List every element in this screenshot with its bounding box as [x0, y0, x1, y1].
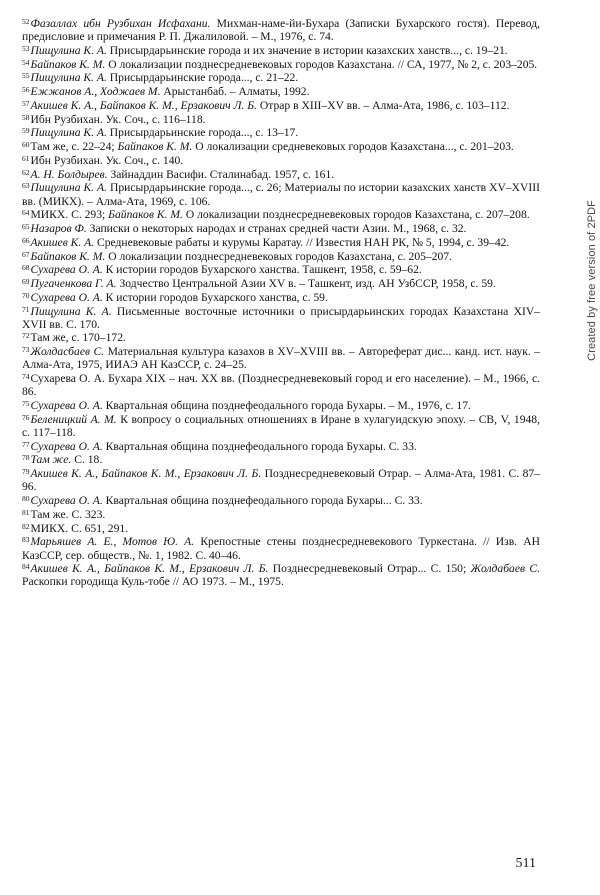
endnote-number: 71	[22, 304, 30, 314]
endnote-number: 84	[22, 562, 30, 572]
endnote-number: 80	[22, 494, 30, 504]
endnote-67	[22, 250, 540, 263]
endnote-text: Михман-наме-йи-Бухара (Записки Бухарского гостя). Перевод, предисловие и примечания Р. П. Джалиловой. – М., 1976, с. 74.	[22, 17, 540, 44]
endnote-author: Акишев К. А., Байпаков К. М., Ерзакович Л. Б.	[30, 467, 262, 481]
endnote-number: 55	[22, 71, 30, 81]
endnote-author: Сухарева О. А.	[30, 439, 103, 453]
endnote-text: Письменные восточные источники о присырдарьинских городах Казахстана XIV–XVII вв. С. 170.	[22, 304, 540, 331]
endnote-text: Ибн Рузбихан. Ук. Соч., с. 116–118.	[30, 112, 206, 126]
endnote-68	[22, 263, 540, 276]
endnote-author: Жолдабаев С.	[470, 562, 540, 576]
endnote-72	[22, 331, 540, 344]
endnote-61	[22, 154, 540, 167]
endnote-text: Позднесредневековый Отрар. – Алма-Ата, 1981. С. 87–96.	[22, 467, 540, 494]
endnote-52	[22, 17, 540, 43]
endnote-number: 52	[22, 17, 30, 26]
endnote-text: Арыстанбаб. – Алматы, 1992.	[163, 85, 310, 99]
endnote-author: Пищулина К. А.	[30, 126, 107, 140]
endnote-text: МИКХ. С. 293;	[30, 208, 106, 222]
endnote-number: 75	[22, 399, 30, 409]
endnote-number: 58	[22, 112, 30, 122]
endnote-text: Позднесредневековый Отрар... С. 150;	[272, 562, 467, 576]
page-number: 511	[515, 856, 536, 871]
endnote-number: 82	[22, 521, 30, 531]
endnote-71	[22, 305, 540, 331]
endnote-number: 69	[22, 277, 30, 287]
endnote-74	[22, 372, 540, 398]
endnote-text: О локализации средневековых городов Казахстана..., с. 201–203.	[195, 140, 514, 154]
endnote-number: 65	[22, 222, 30, 232]
endnote-79	[22, 467, 540, 493]
endnote-63	[22, 181, 540, 207]
endnote-text: О локализации позднесредневековых городов Казахстана. // СА, 1977, № 2, с. 203–205.	[108, 57, 538, 71]
endnote-author: Ежжанов А., Ходжаев М.	[30, 85, 161, 99]
endnote-53	[22, 44, 540, 57]
endnote-text: Зодчество Центральной Азии XV в. – Ташкент, изд. АН УзбССР, 1958, с. 59.	[119, 277, 496, 291]
endnote-number: 78	[22, 453, 30, 463]
endnote-number: 56	[22, 85, 30, 95]
endnote-number: 68	[22, 263, 30, 273]
endnote-text: Там же. С. 323.	[30, 507, 106, 521]
endnote-number: 81	[22, 507, 30, 517]
endnote-author: Сухарева О. А.	[30, 290, 103, 304]
endnote-number: 60	[22, 140, 30, 150]
endnote-author: Назаров Ф.	[30, 222, 87, 236]
endnote-81	[22, 508, 540, 521]
endnote-76	[22, 413, 540, 439]
endnote-number: 74	[22, 372, 30, 382]
endnote-author: Сухарева О. А.	[30, 399, 103, 413]
endnote-number: 57	[22, 98, 30, 108]
endnote-author: Пищулина К. А.	[30, 304, 112, 318]
endnote-text: Записки о некоторых народах и странах средней части Азии. М., 1968, с. 32.	[89, 222, 467, 236]
endnote-author: А. Н. Болдырев.	[30, 167, 108, 181]
endnote-number: 53	[22, 43, 30, 53]
endnote-number: 59	[22, 126, 30, 136]
endnote-text: К вопросу о социальных отношениях в Иране в хулагуидскую эпоху. – СВ, V, 1948, с. 117–118.	[22, 412, 540, 439]
endnote-author: Жолдасбаев С.	[30, 345, 105, 359]
endnote-number: 70	[22, 290, 30, 300]
endnote-number: 83	[22, 535, 30, 545]
endnote-author: Фазаллах ибн Рузбихан Исфахани.	[30, 17, 211, 30]
endnote-text: О локализации позднесредневековых городов Казахстана, с. 207–208.	[185, 208, 530, 222]
endnote-text: Там же, с. 22–24;	[30, 140, 115, 154]
endnote-number: 54	[22, 57, 30, 67]
watermark-text: Created by free version of 2PDF	[586, 200, 598, 361]
endnote-text: Присырдарьинские города..., с. 21–22.	[109, 71, 299, 85]
endnote-57	[22, 99, 540, 112]
endnote-number: 79	[22, 467, 30, 477]
endnote-56	[22, 85, 540, 98]
endnote-text: О локализации позднесредневековых городов Казахстана, с. 205–207.	[108, 249, 453, 263]
endnote-author: Там же.	[30, 453, 72, 467]
endnote-54	[22, 58, 540, 71]
endnote-text: Там же, с. 170–172.	[30, 331, 126, 345]
endnote-66	[22, 236, 540, 249]
endnote-73	[22, 345, 540, 371]
endnote-author: Пищулина К. А.	[30, 43, 107, 57]
endnote-author: Сухарева О. А.	[30, 494, 103, 508]
endnote-65	[22, 222, 540, 235]
endnote-78	[22, 453, 540, 466]
endnote-author: Сухарева О. А.	[30, 263, 103, 277]
endnote-75	[22, 399, 540, 412]
endnote-number: 61	[22, 153, 30, 163]
endnote-author: Акишев К. А.	[30, 235, 95, 249]
endnote-number: 77	[22, 439, 30, 449]
endnote-59	[22, 126, 540, 139]
endnote-64	[22, 208, 540, 221]
endnote-number: 76	[22, 412, 30, 422]
endnote-text: Присырдарьинские города..., с. 13–17.	[109, 126, 299, 140]
endnote-60	[22, 140, 540, 153]
endnote-82	[22, 522, 540, 535]
endnote-author: Акишев К. А., Байпаков К. М., Ерзакович Л. Б.	[30, 562, 269, 576]
endnote-author: Пищулина К. А.	[30, 181, 108, 195]
endnote-number: 73	[22, 345, 30, 355]
endnote-number: 67	[22, 249, 30, 259]
endnote-text: МИКХ. С. 651, 291.	[30, 521, 129, 535]
endnote-text: Квартальная община позднефеодального города Бухары... С. 33.	[105, 494, 423, 508]
endnote-58	[22, 113, 540, 126]
endnote-80	[22, 494, 540, 507]
endnote-author: Акишев К. А., Байпаков К. М., Ерзакович Л. Б.	[30, 98, 257, 112]
endnote-text: Раскопки городища Куль-тобе // АО 1973. – М., 1975.	[22, 575, 284, 589]
endnote-text: К истории городов Бухарского ханства. Ташкент, 1958, с. 59–62.	[105, 263, 422, 277]
endnotes-list	[22, 17, 540, 589]
endnote-number: 64	[22, 208, 30, 218]
endnote-text: Квартальная община позднефеодального города Бухары. – М., 1976, с. 17.	[105, 399, 471, 413]
endnote-author: Байпаков К. М.	[117, 140, 193, 154]
endnote-text: Ибн Рузбихан. Ук. Соч., с. 140.	[30, 153, 184, 167]
endnote-author: Пугаченкова Г. А.	[30, 277, 117, 291]
endnote-55	[22, 71, 540, 84]
endnote-69	[22, 277, 540, 290]
endnote-author: Байпаков К. М.	[30, 57, 106, 71]
endnote-text: К истории городов Бухарского ханства, с. 59.	[105, 290, 328, 304]
endnote-84	[22, 562, 540, 588]
endnote-author: Пищулина К. А.	[30, 71, 107, 85]
endnote-70	[22, 291, 540, 304]
endnote-62	[22, 168, 540, 181]
endnote-text: Отрар в XIII–XV вв. – Алма-Ата, 1986, с. 103–112.	[259, 98, 510, 112]
endnote-text: Присырдарьинские города..., с. 26; Материалы по истории казахских ханств XV–XVIII вв. (МИКХ). – Алма-Ата, 1969, с. 106.	[22, 181, 540, 208]
endnote-author: Байпаков К. М.	[30, 249, 106, 263]
endnote-text: Средневековые рабаты и курумы Каратау. // Известия НАН РК, № 5, 1994, с. 39–42.	[97, 235, 510, 249]
endnote-author: Беленицкий А. М.	[30, 412, 117, 426]
endnote-text: Материальная культура казахов в XV–XVIII вв. – Автореферат дис... канд. ист. наук. – Алма-Ата, 1975, ИИАЭ АН КазССР, с. 24–25.	[22, 345, 541, 372]
endnote-text: Присырдарьинские города и их значение в истории казахских ханств..., с. 19–21.	[109, 43, 508, 57]
endnote-text: Зайнаддин Васифи. Сталинабад. 1957, с. 161.	[110, 167, 335, 181]
endnote-text: С. 18.	[74, 453, 103, 467]
endnote-77	[22, 440, 540, 453]
endnote-author: Марьяшев А. Е., Мотов Ю. А.	[30, 535, 195, 549]
endnote-number: 62	[22, 167, 30, 177]
endnote-number: 66	[22, 235, 30, 245]
endnote-83	[22, 535, 540, 561]
endnote-text: Сухарева О. А. Бухара XIX – нач. XX вв. (Позднесредневековый город и его население). – М., 1966, с. 86.	[22, 372, 540, 399]
endnote-number: 63	[22, 181, 30, 191]
endnote-number: 72	[22, 331, 30, 341]
endnote-text: Квартальная община позднефеодального города Бухары. С. 33.	[105, 439, 417, 453]
endnote-author: Байпаков К. М.	[108, 208, 183, 222]
endnote-text: Крепостные стены позднесредневекового Туркестана. // Изв. АН КазССР, сер. обществ., №. 1, 1982. С. 40–46.	[22, 535, 540, 562]
